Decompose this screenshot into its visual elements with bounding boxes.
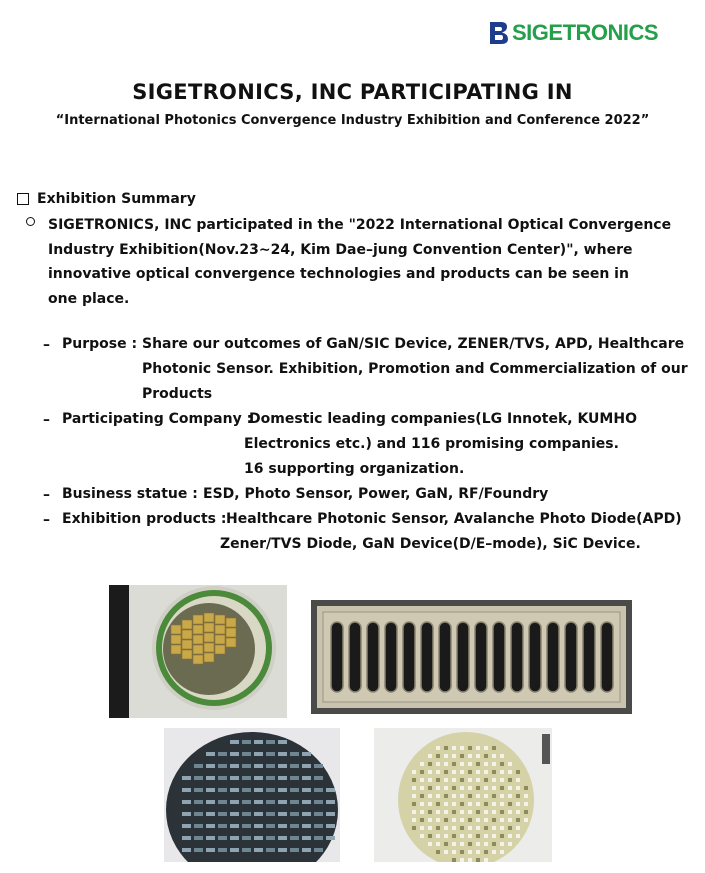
products-line: Healthcare Photonic Sensor, Avalanche Photo Diode(APD) bbox=[226, 511, 682, 527]
light-wafer-photo bbox=[374, 728, 552, 862]
products-label: Exhibition products : bbox=[62, 511, 227, 527]
dash-bullet: – bbox=[43, 512, 50, 528]
purpose-line: Products bbox=[142, 386, 213, 402]
business-line: ESD, Photo Sensor, Power, GaN, RF/Foundry bbox=[203, 486, 549, 502]
purpose-line: Share our outcomes of GaN/SIC Device, ZENER/TVS, APD, Healthcare bbox=[142, 336, 685, 352]
summary-paragraph bbox=[48, 213, 672, 311]
dash-bullet: – bbox=[43, 487, 50, 503]
company-line: Electronics etc.) and 116 promising companies. bbox=[244, 436, 619, 452]
chip-layout-photo bbox=[311, 600, 632, 714]
dark-wafer-photo bbox=[164, 728, 340, 862]
dash-bullet: – bbox=[43, 412, 50, 428]
wafer-ring-photo bbox=[109, 585, 287, 718]
company-label: Participating Company : bbox=[62, 411, 253, 427]
summary-line: SIGETRONICS, INC participated in the "2022 International Optical Convergence bbox=[48, 217, 672, 233]
company-logo bbox=[487, 19, 658, 47]
company-line: 16 supporting organization. bbox=[244, 461, 465, 477]
business-label: Business statue : bbox=[62, 486, 198, 502]
page-subtitle: “International Photonics Convergence Industry Exhibition and Conference 2022” bbox=[55, 113, 650, 128]
section-heading-text: Exhibition Summary bbox=[37, 191, 196, 207]
circle-bullet-icon bbox=[26, 217, 35, 226]
logo-mark-icon bbox=[487, 20, 509, 46]
page-title: SIGETRONICS, INC PARTICIPATING IN bbox=[132, 80, 573, 104]
purpose-label: Purpose : bbox=[62, 336, 138, 352]
summary-line: Industry Exhibition(Nov.23∼24, Kim Dae–jung Convention Center)", where bbox=[48, 241, 633, 258]
checkbox-square-icon bbox=[17, 193, 29, 205]
summary-line: innovative optical convergence technologies and products can be seen in bbox=[48, 266, 629, 282]
dash-bullet: – bbox=[43, 337, 50, 353]
logo-text: SIGETRONICS bbox=[512, 20, 659, 45]
summary-line: one place. bbox=[48, 290, 130, 307]
company-line: Domestic leading companies(LG Innotek, KUMHO bbox=[249, 411, 637, 427]
section-heading bbox=[17, 191, 196, 207]
products-line: Zener/TVS Diode, GaN Device(D/E–mode), SiC Device. bbox=[220, 536, 641, 552]
purpose-line: Photonic Sensor. Exhibition, Promotion and Commercialization of our bbox=[142, 361, 688, 377]
